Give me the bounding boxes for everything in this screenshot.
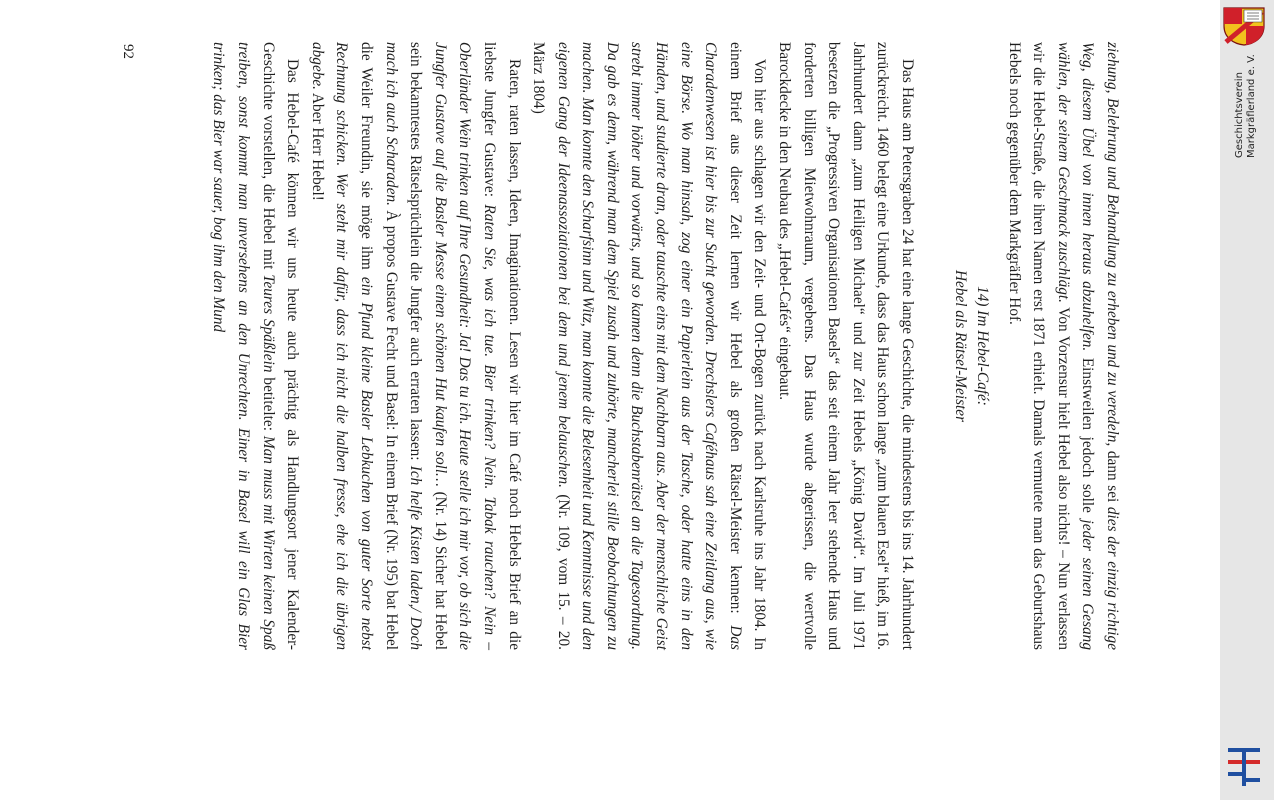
text-run: Teures Späßlein [259, 274, 277, 373]
logo-bar-1 [1228, 748, 1242, 752]
text-run: Ich helfe Kisten laden,/ Doch mach ich auch Scharaden. [382, 42, 425, 651]
text-run: À propos Gustave Fecht und Basel: In einem Brief (Nr. 195) bat Hebel die Weiler Freundin, sie möge ihm [357, 42, 400, 650]
text-run: dann sei [1104, 446, 1121, 507]
organization-name [1234, 38, 1260, 158]
paragraph-2 [771, 42, 919, 650]
logo-bar-2 [1246, 748, 1260, 752]
text-run: Das Charadenwesen ist hier bis zur Sucht geworden. Drechslers Caféhaus sah eine Zeitlang aus, wie eine Börse. Wo man hinsah, zog einer ein Papierlein aus der Tasche, oder hatte eins in den Händen, und studierte dran, oder tauschte eins mit dem Nachbarn aus. Aber der menschliche Geist strebt immer höher und vorwärts, und so kamen denn die Buchstabenrätsel an die Tagesordnung. Da gab es denn, während man dem Spiel zusah und zuhörte, mancherlei stille Beobachtungen zu machen. Man konnte den Scharfsinn und Witz, man konnte die Belesenheit und Kenntnisse und den eigenen Gang der Ideenassoziationen bei dem und jenem belauschen. [554, 42, 744, 650]
text-run: dies der einzig richtige Weg, diesem Übel von innen heraus abzuhelfen. [1079, 42, 1121, 650]
library-logo-icon [1226, 744, 1262, 790]
org-line-2: Markgräflerland e. V. [1246, 54, 1257, 158]
logo-bar-4 [1246, 778, 1260, 782]
heading-line-2: Hebel als Rätsel-Meister [952, 269, 970, 423]
page-number: 92 [120, 44, 136, 59]
paragraph-3 [526, 42, 772, 650]
text-run: Von Vorzensur hielt Hebel also nichts! – Nun verlassen wir die Hebel-Straße, die ihren Namen erst 1871 erhielt. Damals vermutete man das Geburtshaus Hebels noch gegenüber dem Markgräfler Hof. [1005, 42, 1072, 650]
text-run: Raten Sie, was ich tue. Bier trinken? Nein. Tabak rauchen? Nein – Oberländer Wein trinken auf Ihre Gesundheit: Ja! Das tu ich. Heute stelle ich mir vor, ob sich die Jungfer Gustave auf die Basler Messe einen schönen Hut kaufen soll… [431, 42, 498, 651]
section-heading [949, 42, 993, 650]
text-run: betitelte: [259, 372, 277, 436]
text-run: Raten, raten lassen, Ideen, Imaginationen. Lesen wir hier im Café noch Hebels Brief an die liebste Jungfer Gustave: [480, 42, 523, 650]
text-run: Das Haus am Petersgraben 24 hat eine lange Geschichte, die mindestens bis ins 14. Jahrhundert zurückreicht. 1460 belegt eine Urkunde, dass das Haus schon lange „zum blauen Esel“ hieß, im 16. Jahrhundert dann „zum Heiligen Michael“ und zur Zeit Hebels „König David“. Im Juli 1971 besetzen die „Progressiven Organisationen Basels“ das seit einem Jahr leer stehende Haus und forderten billigen Mietwohnraum, vergebens. Das Haus wurde abgerissen, die wertvolle Barockdecke in den Neubau des „Hebel-Cafés“ eingebaut. [776, 42, 917, 650]
paragraph-4 [304, 42, 525, 650]
text-run: Aber Herr Hebel! [308, 90, 326, 201]
heading-line-1: 14) Im Hebel-Café: [974, 286, 992, 406]
logo-bar-3 [1228, 772, 1242, 776]
text-run: (Nr. 14) Sicher hat Hebel sein bekanntestes Rätselsprüchlein die Jungfer auch erraten lassen: [407, 42, 449, 650]
crest-quarter-red [1224, 8, 1242, 24]
text-run: ein Pfund kleine Basler Lebkuchen von guter Sorte nebst Rechnung schicken. Wer steht mir dafür, dass ich nicht die halben fresse, ehe ich die übrigen abgebe. [308, 42, 375, 650]
text-run: jeder seinen Gesang wählen, der seinem Geschmack zuschlägt. [1054, 42, 1097, 650]
text-run: Einstweilen jedoch solle [1079, 351, 1097, 520]
paragraph-5 [206, 42, 304, 650]
text-run: Das Hebel-Café können wir uns heute auch prächtig als Handlungsort jener Kalender-Geschichte vorstellen, die Hebel mit [259, 42, 302, 650]
right-sidebar [1220, 0, 1274, 800]
text-body [206, 42, 1124, 650]
text-run: Von hier aus schlagen wir den Zeit- und Ort-Bogen zurück nach Karlsruhe ins Jahr 1804. In einem Brief aus dieser Zeit lernen wir Hebel als großen Rätsel-Meister kennen: [726, 42, 769, 650]
paragraph-1 [1001, 42, 1124, 650]
logo-stem [1242, 748, 1246, 786]
org-line-1: Geschichtsverein [1234, 72, 1245, 158]
text-run: ziehung, Belehrung und Behandlung zu erheben und zu veredeln, [1104, 42, 1121, 447]
text-run: Man muss mit Wirten keinen Spaß treiben, sonst kommt man unversehens an den Unrechten. Einer in Basel will ein Glas Bier trinken; das Bier war sauer, bog ihm den Mund [210, 42, 277, 650]
text-run: (Nr. 109, vom 15. – 20. März 1804) [530, 42, 572, 650]
